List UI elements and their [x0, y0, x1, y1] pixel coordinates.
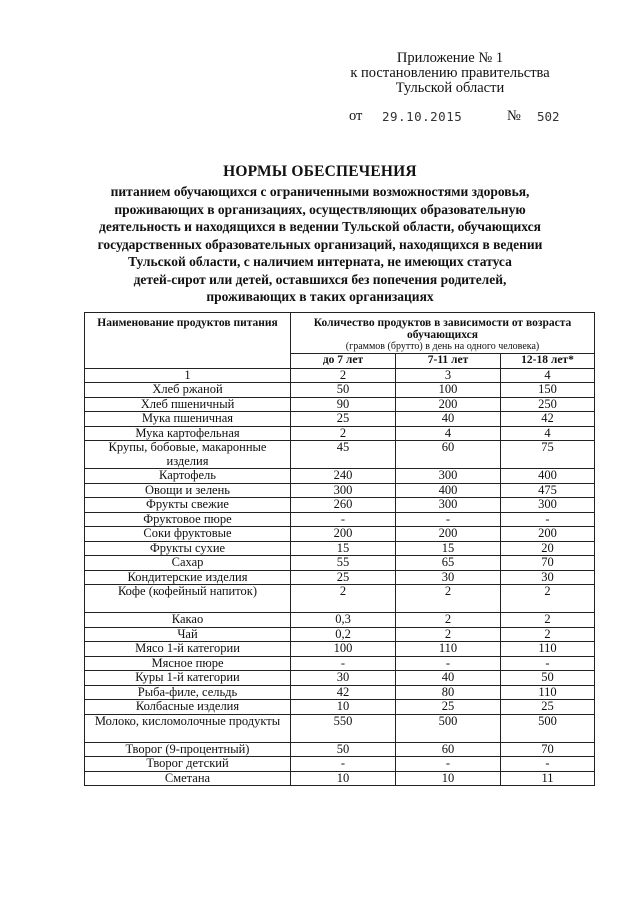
- header-age-under7: до 7 лет: [291, 354, 396, 369]
- appendix-line: Приложение № 1: [396, 50, 504, 66]
- value-12-18: 500: [501, 714, 595, 742]
- value-under7: 42: [291, 685, 396, 700]
- product-name: Сметана: [85, 771, 291, 786]
- table-row: [85, 671, 595, 686]
- product-name: Какао: [85, 613, 291, 628]
- product-name: Мука картофельная: [85, 426, 291, 441]
- table-row: [85, 541, 595, 556]
- value-12-18: 2: [501, 585, 595, 613]
- value-under7: 10: [291, 700, 396, 715]
- product-name: Мука пшеничная: [85, 412, 291, 427]
- value-under7: 30: [291, 671, 396, 686]
- product-name: Хлеб пшеничный: [85, 397, 291, 412]
- appendix-line: к постановлению правительства: [350, 65, 550, 81]
- value-under7: 10: [291, 771, 396, 786]
- table-row: [85, 498, 595, 513]
- value-12-18: 11: [501, 771, 595, 786]
- table-row: [85, 742, 595, 757]
- value-7-11: 400: [396, 483, 501, 498]
- value-12-18: 20: [501, 541, 595, 556]
- value-7-11: 300: [396, 469, 501, 484]
- value-under7: 45: [291, 441, 396, 469]
- product-name: Хлеб ржаной: [85, 383, 291, 398]
- subtitle-line: питанием обучающихся с ограниченными возможностями здоровья,: [110, 184, 530, 199]
- table-row: [85, 556, 595, 571]
- value-7-11: 4: [396, 426, 501, 441]
- table-row: [85, 771, 595, 786]
- value-7-11: -: [396, 757, 501, 772]
- table-row: [85, 757, 595, 772]
- product-name: Мясное пюре: [85, 656, 291, 671]
- value-12-18: 300: [501, 498, 595, 513]
- table-row: [85, 397, 595, 412]
- value-under7: 0,3: [291, 613, 396, 628]
- product-name: Рыба-филе, сельдь: [85, 685, 291, 700]
- value-12-18: -: [501, 757, 595, 772]
- value-under7: -: [291, 512, 396, 527]
- value-under7: 50: [291, 742, 396, 757]
- table-row: [85, 483, 595, 498]
- table-row: [85, 570, 595, 585]
- norms-table: [84, 312, 595, 786]
- value-under7: 2: [291, 585, 396, 613]
- date-label: от: [349, 108, 363, 124]
- value-12-18: 70: [501, 742, 595, 757]
- value-under7: 2: [291, 426, 396, 441]
- table-row: [85, 512, 595, 527]
- product-name: Мясо 1-й категории: [85, 642, 291, 657]
- product-name: Соки фруктовые: [85, 527, 291, 542]
- value-under7: 90: [291, 397, 396, 412]
- value-12-18: -: [501, 512, 595, 527]
- stamped-number: 502: [537, 109, 560, 124]
- appendix-block: [330, 51, 570, 96]
- value-12-18: -: [501, 656, 595, 671]
- value-12-18: 30: [501, 570, 595, 585]
- value-7-11: 200: [396, 527, 501, 542]
- column-number: 3: [396, 368, 501, 383]
- value-7-11: 60: [396, 742, 501, 757]
- value-under7: -: [291, 757, 396, 772]
- header-quantity: [291, 313, 595, 354]
- value-12-18: 75: [501, 441, 595, 469]
- value-7-11: 2: [396, 627, 501, 642]
- product-name: Сахар: [85, 556, 291, 571]
- value-7-11: 30: [396, 570, 501, 585]
- value-7-11: 65: [396, 556, 501, 571]
- value-12-18: 4: [501, 426, 595, 441]
- column-number-row: [85, 368, 595, 383]
- value-12-18: 400: [501, 469, 595, 484]
- table-row: [85, 441, 595, 469]
- value-under7: 300: [291, 483, 396, 498]
- value-under7: 550: [291, 714, 396, 742]
- value-12-18: 250: [501, 397, 595, 412]
- value-12-18: 110: [501, 685, 595, 700]
- value-7-11: 200: [396, 397, 501, 412]
- table-row: [85, 426, 595, 441]
- value-12-18: 50: [501, 671, 595, 686]
- product-name: Творог (9-процентный): [85, 742, 291, 757]
- table-row: [85, 527, 595, 542]
- value-7-11: 500: [396, 714, 501, 742]
- product-name: Чай: [85, 627, 291, 642]
- value-7-11: 15: [396, 541, 501, 556]
- product-name: Овощи и зелень: [85, 483, 291, 498]
- value-under7: 15: [291, 541, 396, 556]
- value-12-18: 2: [501, 613, 595, 628]
- subtitle-line: детей-сирот или детей, оставшихся без попечения родителей,: [133, 271, 507, 287]
- value-7-11: 110: [396, 642, 501, 657]
- value-7-11: 80: [396, 685, 501, 700]
- value-7-11: -: [396, 512, 501, 527]
- table-row: [85, 613, 595, 628]
- subtitle-line: Тульской области, с наличием интерната, не имеющих статуса: [128, 254, 512, 269]
- value-12-18: 2: [501, 627, 595, 642]
- header-product-name-text: Наименование продуктов питания: [97, 317, 278, 329]
- appendix-line: Тульской области: [395, 80, 505, 96]
- document-subtitle: [75, 183, 565, 306]
- product-name: Фруктовое пюре: [85, 512, 291, 527]
- table-row: [85, 642, 595, 657]
- column-number: 1: [85, 368, 291, 383]
- value-7-11: 40: [396, 412, 501, 427]
- dateline: [0, 108, 640, 126]
- value-7-11: 25: [396, 700, 501, 715]
- value-under7: 25: [291, 412, 396, 427]
- stamped-date: 29.10.2015: [382, 109, 463, 124]
- value-12-18: 70: [501, 556, 595, 571]
- value-7-11: 2: [396, 585, 501, 613]
- subtitle-line: государственных образовательных организаций, находящихся в ведении: [97, 236, 543, 252]
- header-quantity-text: Количество продуктов в зависимости от возраста обучающихся: [313, 317, 572, 341]
- value-under7: 100: [291, 642, 396, 657]
- header-age-12-18: 12-18 лет*: [501, 354, 595, 369]
- subtitle-line: деятельность и находящихся в ведении Тульской области, обучающихся: [99, 219, 541, 234]
- value-12-18: 110: [501, 642, 595, 657]
- number-label: №: [507, 108, 521, 124]
- value-12-18: 150: [501, 383, 595, 398]
- value-7-11: 40: [396, 671, 501, 686]
- value-12-18: 25: [501, 700, 595, 715]
- value-7-11: 100: [396, 383, 501, 398]
- value-12-18: 200: [501, 527, 595, 542]
- value-7-11: 60: [396, 441, 501, 469]
- value-under7: 25: [291, 570, 396, 585]
- value-under7: 200: [291, 527, 396, 542]
- table-row: [85, 700, 595, 715]
- value-under7: 0,2: [291, 627, 396, 642]
- value-under7: 240: [291, 469, 396, 484]
- product-name: Фрукты свежие: [85, 498, 291, 513]
- value-under7: 50: [291, 383, 396, 398]
- header-product-name: [85, 313, 291, 369]
- table-row: [85, 412, 595, 427]
- subtitle-line: проживающих в организациях, осуществляющих образовательную: [114, 201, 526, 217]
- subtitle-line: проживающих в таких организациях: [206, 289, 434, 304]
- table-row: [85, 469, 595, 484]
- header-unit: (граммов (брутто) в день на одного человека): [345, 341, 540, 352]
- value-7-11: 10: [396, 771, 501, 786]
- value-7-11: 300: [396, 498, 501, 513]
- product-name: Колбасные изделия: [85, 700, 291, 715]
- table-row: [85, 685, 595, 700]
- product-name: Кондитерские изделия: [85, 570, 291, 585]
- product-name: Творог детский: [85, 757, 291, 772]
- value-under7: -: [291, 656, 396, 671]
- value-12-18: 42: [501, 412, 595, 427]
- value-under7: 260: [291, 498, 396, 513]
- product-name: Картофель: [85, 469, 291, 484]
- value-7-11: -: [396, 656, 501, 671]
- product-name: Кофе (кофейный напиток): [85, 585, 291, 613]
- table-row: [85, 627, 595, 642]
- value-7-11: 2: [396, 613, 501, 628]
- table-row: [85, 383, 595, 398]
- document-title: НОРМЫ ОБЕСПЕЧЕНИЯ: [223, 163, 417, 180]
- product-name: Куры 1-й категории: [85, 671, 291, 686]
- table-row: [85, 585, 595, 613]
- value-under7: 55: [291, 556, 396, 571]
- header-age-7-11: 7-11 лет: [396, 354, 501, 369]
- product-name: Крупы, бобовые, макаронные изделия: [85, 441, 291, 469]
- value-12-18: 475: [501, 483, 595, 498]
- product-name: Молоко, кисломолочные продукты: [85, 714, 291, 742]
- table-row: [85, 714, 595, 742]
- column-number: 4: [501, 368, 595, 383]
- table-row: [85, 656, 595, 671]
- column-number: 2: [291, 368, 396, 383]
- product-name: Фрукты сухие: [85, 541, 291, 556]
